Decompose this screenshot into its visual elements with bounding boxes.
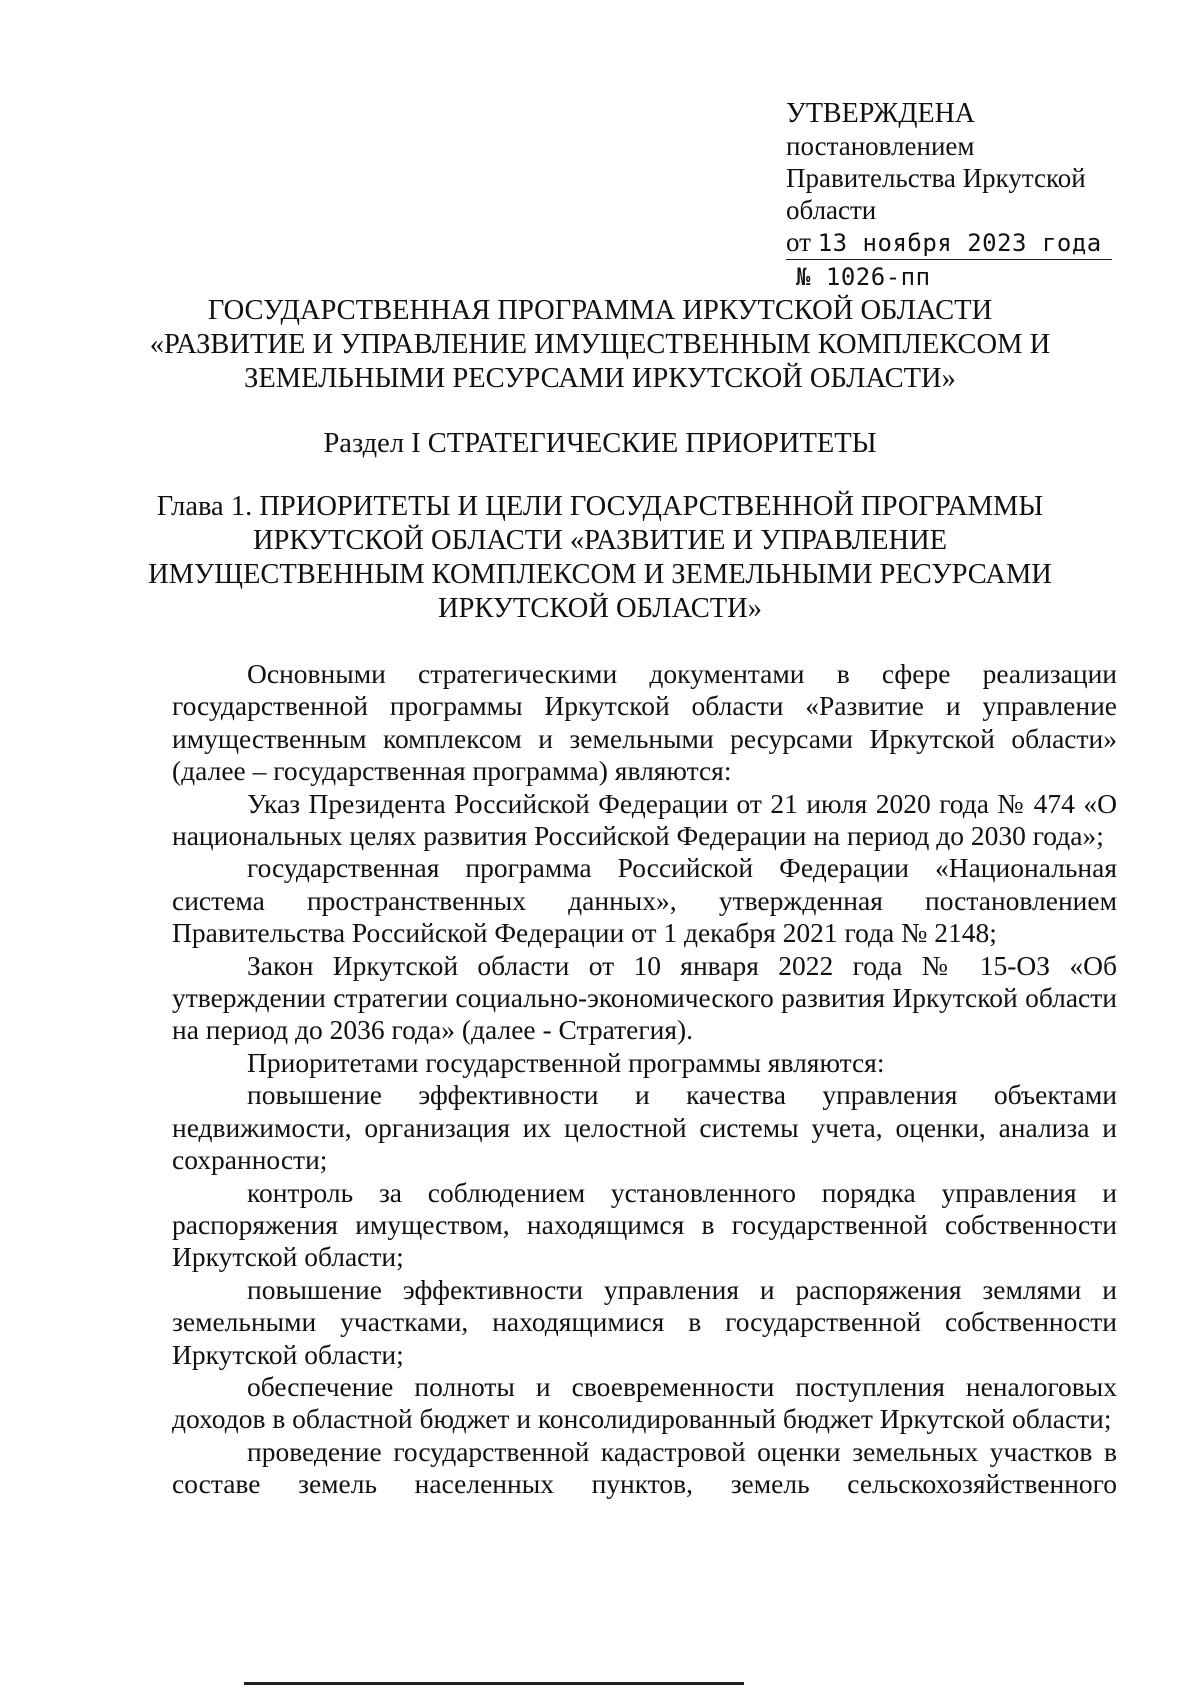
approval-number-value: № 1026-пп — [796, 263, 931, 291]
program-title-line-1: ГОСУДАРСТВЕННАЯ ПРОГРАММА ИРКУТСКОЙ ОБЛАСТИ — [207, 295, 993, 326]
paragraph: государственная программа Российской Федерации «Национальная система пространственных данных», утвержденная постановлением Правительства Российской Федерации от 1 декабря 2021 года № 2148; — [172, 852, 1117, 949]
approval-line-1: постановлением — [786, 131, 975, 161]
paragraph: контроль за соблюдением установленного порядка управления и распоряжения имуществом, находящимся в государственной собственности Иркутской области; — [172, 1176, 1117, 1273]
paragraph: обеспечение полноты и своевременности поступления неналоговых доходов в областной бюджет и консолидированный бюджет Иркутской области; — [172, 1370, 1117, 1435]
footer-rule — [244, 1682, 744, 1685]
chapter-title-line-4: ИРКУТСКОЙ ОБЛАСТИ» — [437, 593, 763, 624]
chapter-title-line-2: ИРКУТСКОЙ ОБЛАСТИ «РАЗВИТИЕ И УПРАВЛЕНИЕ — [252, 525, 948, 556]
approval-date-prefix: от — [786, 227, 811, 257]
approval-date-value: 13 ноября 2023 года — [817, 229, 1102, 257]
paragraph: проведение государственной кадастровой оценки земельных участков в составе земель населенных пунктов, земель сельскохозяйственного — [172, 1435, 1117, 1500]
paragraph: Указ Президента Российской Федерации от 21 июля 2020 года № 474 «О национальных целях развития Российской Федерации на период до 2030 года»; — [172, 787, 1117, 852]
approval-line-2: Правительства Иркутской — [786, 163, 1086, 193]
chapter-title — [0, 490, 1200, 626]
paragraph: Закон Иркутской области от 10 января 2022 года № 15-ОЗ «Об утверждении стратегии социально-экономического развития Иркутской области на период до 2036 года» (далее - Стратегия). — [172, 949, 1117, 1046]
chapter-title-line-1: Глава 1. ПРИОРИТЕТЫ И ЦЕЛИ ГОСУДАРСТВЕННОЙ ПРОГРАММЫ — [156, 491, 1044, 522]
body-text — [172, 658, 1117, 1501]
program-title-line-3: ЗЕМЕЛЬНЫМИ РЕСУРСАМИ ИРКУТСКОЙ ОБЛАСТИ» — [244, 363, 956, 394]
approval-line-3: области — [786, 195, 877, 225]
paragraph: Приоритетами государственной программы являются: — [247, 1046, 885, 1078]
approval-heading: УТВЕРЖДЕНА — [786, 98, 976, 129]
program-title-line-2: «РАЗВИТИЕ И УПРАВЛЕНИЕ ИМУЩЕСТВЕННЫМ КОМПЛЕКСОМ И — [149, 329, 1051, 360]
paragraph: Основными стратегическими документами в сфере реализации государственной программы Иркутской области «Развитие и управление имущественным комплексом и земельными ресурсами Иркутской области» (далее – государственная программа) являются: — [172, 658, 1117, 787]
program-title — [0, 294, 1200, 396]
section-title — [0, 427, 1200, 461]
approval-date-line — [786, 226, 1116, 260]
paragraph: повышение эффективности управления и распоряжения землями и земельными участками, находящимися в государственной собственности Иркутской области; — [172, 1273, 1117, 1370]
paragraph: повышение эффективности и качества управления объектами недвижимости, организация их целостной системы учета, оценки, анализа и сохранности; — [172, 1079, 1117, 1176]
section-title-text: Раздел I СТРАТЕГИЧЕСКИЕ ПРИОРИТЕТЫ — [323, 428, 877, 459]
chapter-title-line-3: ИМУЩЕСТВЕННЫМ КОМПЛЕКСОМ И ЗЕМЕЛЬНЫМИ РЕСУРСАМИ — [148, 559, 1052, 590]
approval-date-underline — [786, 226, 1112, 260]
approval-number-line — [786, 260, 1116, 293]
approval-block — [786, 98, 1116, 293]
